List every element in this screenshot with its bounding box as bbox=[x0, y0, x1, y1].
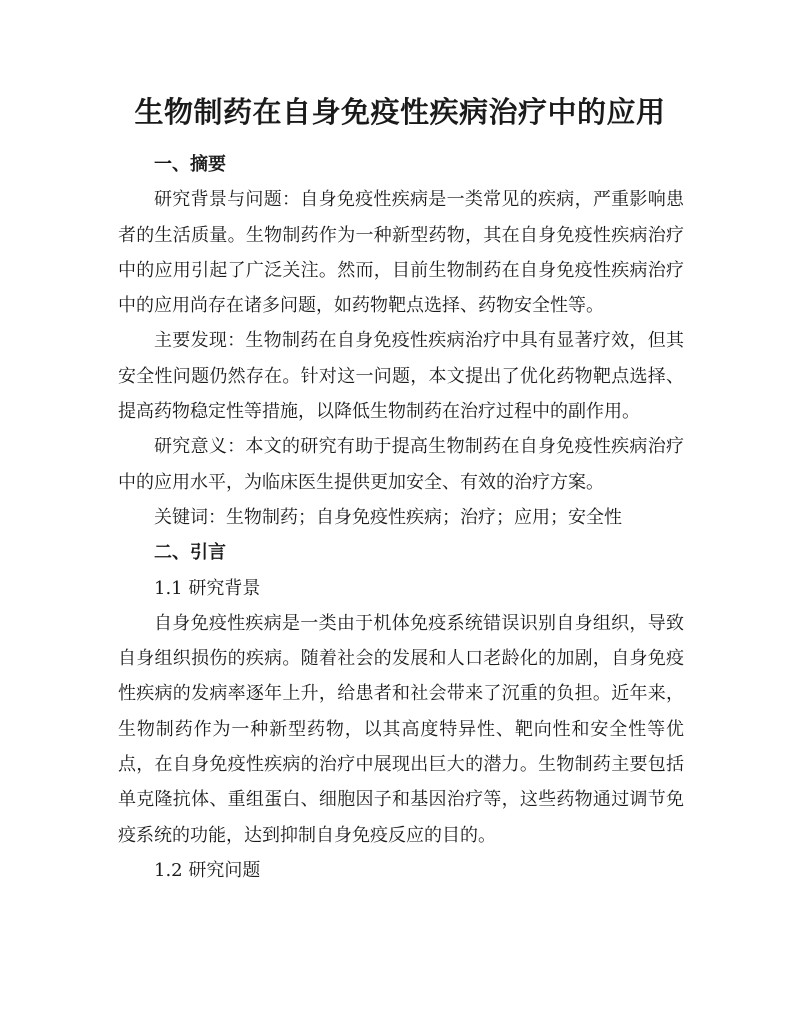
background-paragraph: 自身免疫性疾病是一类由于机体免疫系统错误识别自身组织，导致自身组织损伤的疾病。随着社会的发展和人口老龄化的加剧，自身免疫性疾病的发病率逐年上升，给患者和社会带来了沉重的负担。近年来，生物制药作为一种新型药物，以其高度特异性、靶向性和安全性等优点，在自身免疫性疾病的治疗中展现出巨大的潜力。生物制药主要包括单克隆抗体、重组蛋白、细胞因子和基因治疗等，这些药物通过调节免疫系统的功能，达到抑制自身免疫反应的目的。 bbox=[118, 612, 684, 846]
abstract-heading: 一、摘要 bbox=[154, 154, 226, 175]
document-body bbox=[118, 147, 684, 888]
subsection-1-1-heading: 1.1 研究背景 bbox=[154, 577, 261, 599]
abstract-significance-paragraph: 研究意义：本文的研究有助于提高生物制药在自身免疫性疾病治疗中的应用水平，为临床医生提供更加安全、有效的治疗方案。 bbox=[118, 436, 684, 493]
keywords-line: 关键词：生物制药；自身免疫性疾病；治疗；应用；安全性 bbox=[154, 506, 622, 528]
abstract-findings-paragraph: 主要发现：生物制药在自身免疫性疾病治疗中具有显著疗效，但其安全性问题仍然存在。针对这一问题，本文提出了优化药物靶点选择、提高药物稳定性等措施，以降低生物制药在治疗过程中的副作用。 bbox=[118, 330, 684, 423]
abstract-background-paragraph: 研究背景与问题：自身免疫性疾病是一类常见的疾病，严重影响患者的生活质量。生物制药作为一种新型药物，其在自身免疫性疾病治疗中的应用引起了广泛关注。然而，目前生物制药在自身免疫性疾病治疗中的应用尚存在诸多问题，如药物靶点选择、药物安全性等。 bbox=[118, 189, 684, 317]
subsection-1-2-heading: 1.2 研究问题 bbox=[154, 859, 261, 881]
introduction-heading: 二、引言 bbox=[154, 542, 226, 564]
document-title: 生物制药在自身免疫性疾病治疗中的应用 bbox=[134, 95, 666, 129]
